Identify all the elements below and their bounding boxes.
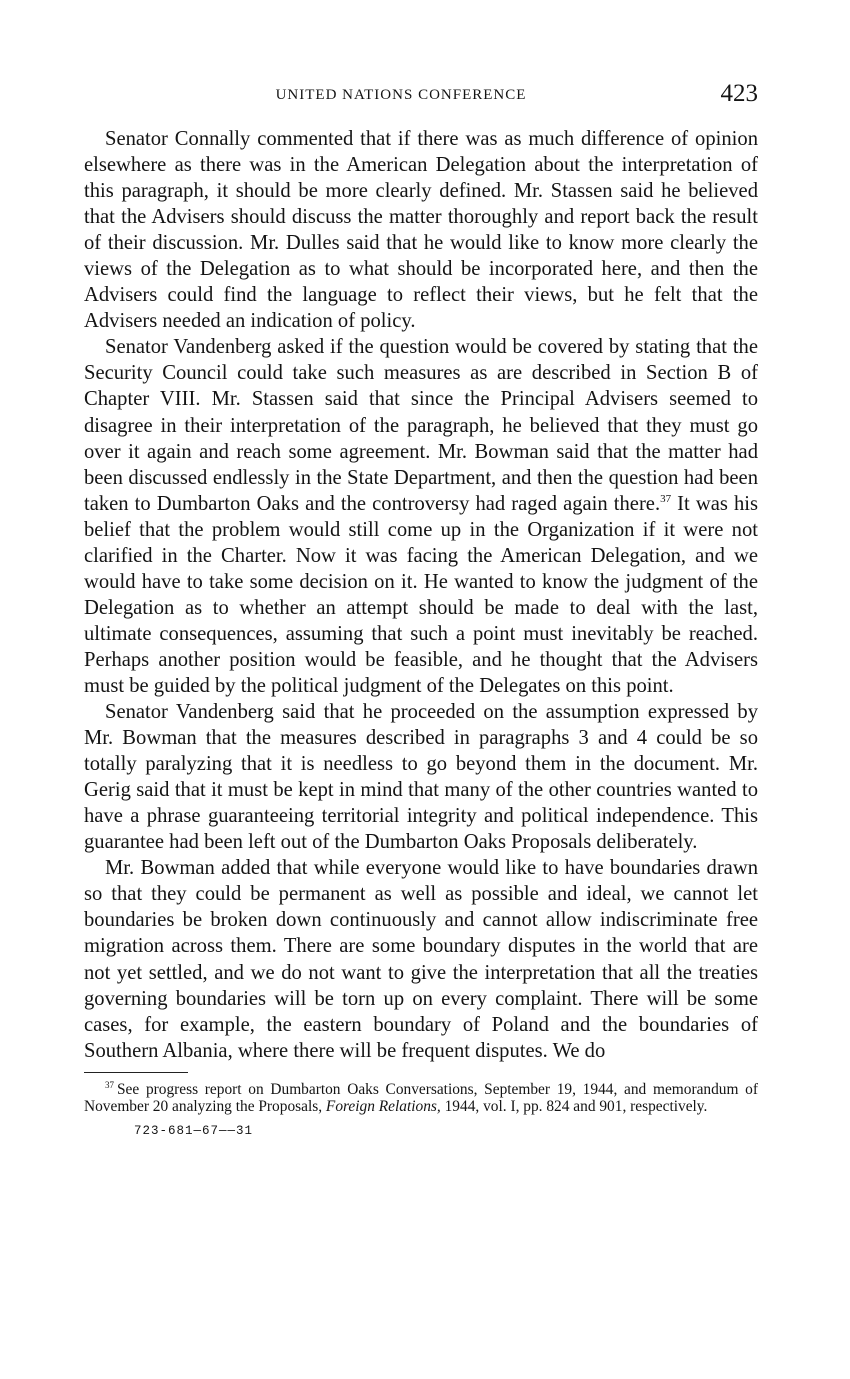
footnote (84, 1081, 758, 1116)
footnote-text-end: 1944, vol. I, pp. 824 and 901, respectively. (440, 1098, 708, 1116)
paragraph-4-text: Mr. Bowman added that while everyone would like to have boundaries drawn so that they could be permanent as well as possible and ideal, we cannot let boundaries be broken down continuously and cannot allow indiscriminate free migration across them. There are some boundary disputes in the world that are not yet settled, and we do not want to give the interpretation that all the treaties governing boundaries will be torn up on every complaint. There will be some cases, for example, the eastern boundary of Poland and the boundaries of Southern Albania, where there will be frequent disputes. We do (84, 857, 758, 1062)
paragraph-1 (84, 126, 758, 334)
paragraph-2-text-continued: It was his belief that the problem would still come up in the Organization if it were not clarified in the Charter. Now it was facing the American Delegation, and we would have to take some decision on it. He wanted to know the judgment of the Delegation as to whether an attempt should be made to deal with the last, ultimate consequences, assuming that such a point must inevitably be reached. Perhaps another position would be feasible, and he thought that the Advisers must be guided by the political judgment of the Delegates on this point. (84, 492, 758, 697)
page-number: 423 (720, 80, 758, 107)
print-code: 723-681—67——31 (134, 1123, 254, 1138)
running-title: UNITED NATIONS CONFERENCE (275, 87, 527, 103)
paragraph-3 (84, 699, 758, 855)
paragraph-2-text: Senator Vandenberg asked if the question would be covered by stating that the Security Council could take such measures as are described in Section B of Chapter VIII. Mr. Stassen said that since the Principal Advisers seemed to disagree in their interpretation of the paragraph, he believed that they must go over it again and reach some agreement. Mr. Bowman said that the matter had been discussed endlessly in the State Department, and then the question had been taken to Dumbarton Oaks and the controversy had raged again there. (84, 336, 758, 515)
footnote-text: See progress report on Dumbarton Oaks Conversations, September 19, 1944, and memorandum of November 20 analyzing the Proposals, (84, 1080, 758, 1116)
footnote-reference[interactable]: 37 (660, 492, 672, 505)
document-page (84, 80, 758, 1138)
footnote-number: 37 (105, 1079, 114, 1090)
paragraph-3-text: Senator Vandenberg said that he proceeded on the assumption expressed by Mr. Bowman that the measures described in paragraphs 3 and 4 could be so totally paralyzing that it is needless to go beyond them in the document. Mr. Gerig said that it must be kept in mind that many of the other countries wanted to have a phrase guaranteeing territorial integrity and political independence. This guarantee had been left out of the Dumbarton Oaks Proposals deliberately. (84, 701, 758, 854)
footnote-italic-title: Foreign Relations, (325, 1098, 441, 1116)
footnote-divider (84, 1072, 188, 1073)
paragraph-1-text: Senator Connally commented that if there was as much difference of opinion elsewhere as there was in the American Delegation about the interpretation of this paragraph, it should be more clearly defined. Mr. Stassen said he believed that the Advisers should discuss the matter thoroughly and report back the result of their discussion. Mr. Dulles said that he would like to know more clearly the views of the Delegation as to what should be incorporated here, and then the Advisers could find the language to reflect their views, but he felt that the Advisers needed an indication of policy. (84, 128, 758, 333)
paragraph-2 (84, 334, 758, 699)
paragraph-4 (84, 855, 758, 1063)
body-text (84, 126, 758, 1064)
running-header (84, 80, 758, 114)
